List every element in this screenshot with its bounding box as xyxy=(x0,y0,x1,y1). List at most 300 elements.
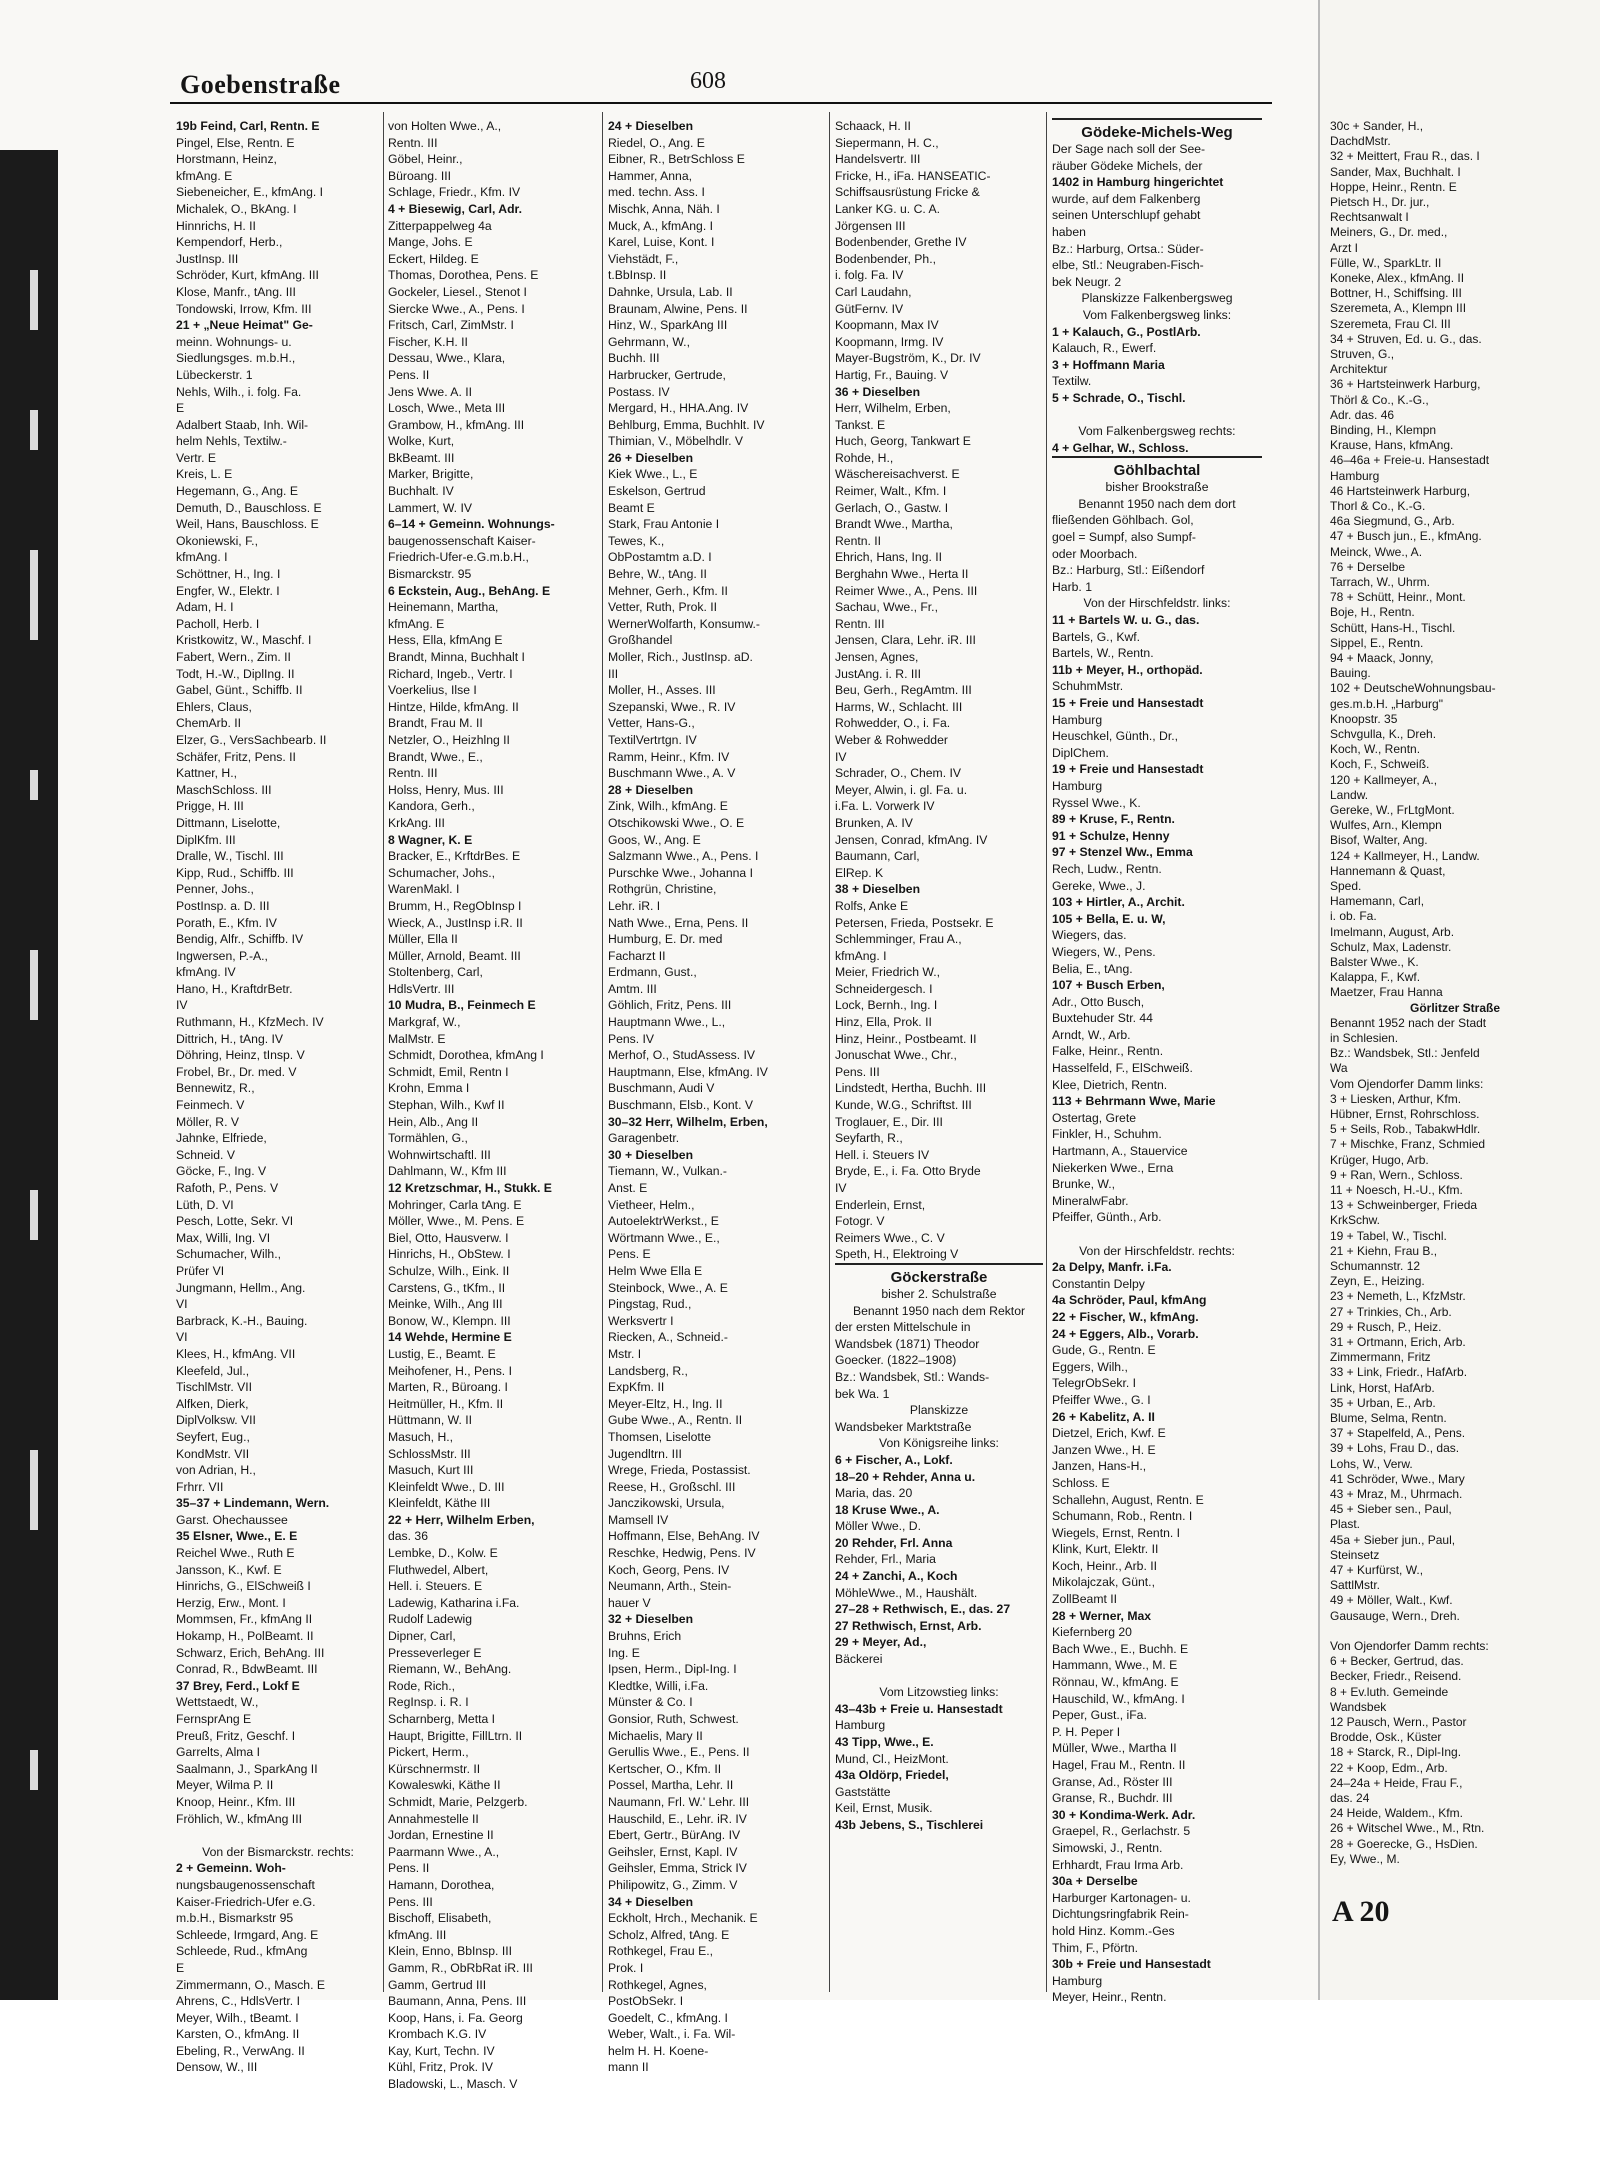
directory-entry: Ruthmann, H., KfzMech. IV xyxy=(176,1015,324,1030)
directory-entry: Markgraf, W., xyxy=(388,1015,461,1030)
directory-entry: Kristkowitz, W., Maschf. I xyxy=(176,633,312,648)
directory-entry: WernerWolfarth, Konsumw.- xyxy=(608,616,760,631)
directory-entry: 39 + Lohs, Frau D., das. xyxy=(1330,1441,1460,1456)
directory-entry: Kledtke, Willi, i.Fa. xyxy=(608,1678,709,1693)
directory-entry: Bz.: Harburg, Ortsa.: Süder- xyxy=(1052,241,1204,256)
directory-entry: 91 + Schulze, Henny xyxy=(1052,828,1170,843)
directory-entry: P. H. Peper I xyxy=(1052,1724,1121,1739)
directory-entry: 27 + Trinkies, Ch., Arb. xyxy=(1330,1304,1452,1319)
column-rule xyxy=(1046,112,1047,1992)
directory-entry: 4a Schröder, Paul, kfmAng xyxy=(1052,1293,1207,1308)
directory-entry: Struven, G., xyxy=(1330,347,1395,361)
directory-entry: Fotogr. V xyxy=(835,1214,885,1229)
directory-entry: Lehr. iR. I xyxy=(608,898,661,913)
directory-entry: Vom Falkenbergsweg links: xyxy=(1082,307,1232,322)
directory-entry: 28 + Goerecke, G., HsDien. xyxy=(1330,1836,1478,1851)
directory-entry: Bennewitz, R., xyxy=(176,1081,255,1096)
directory-entry: Wiegers, W., Pens. xyxy=(1052,944,1156,959)
directory-entry: Kühl, Fritz, Prok. IV xyxy=(388,2060,493,2075)
running-head-street: Goebenstraße xyxy=(180,70,341,99)
directory-entry: 49 + Möller, Walt., Kwf. xyxy=(1330,1593,1453,1608)
directory-entry: Wäschereisachverst. E xyxy=(835,467,960,482)
directory-entry: Muck, A., kfmAng. I xyxy=(608,218,713,233)
directory-entry: TextilVertrtgn. IV xyxy=(608,732,697,747)
directory-entry: 24 + Eggers, Alb., Vorarb. xyxy=(1052,1326,1199,1341)
directory-entry: Dessau, Wwe., Klara, xyxy=(388,351,506,366)
directory-entry: Haupt, Brigitte, FillLtrn. II xyxy=(388,1728,523,1743)
directory-entry: Brandt, Minna, Buchhalt I xyxy=(388,650,525,664)
directory-entry: Jugendltrn. III xyxy=(608,1446,682,1461)
column-rule xyxy=(383,112,384,1992)
directory-entry: Okoniewski, F., xyxy=(176,533,258,548)
directory-entry: Demuth, D., Bauschloss. E xyxy=(176,500,322,515)
directory-entry: Kandora, Gerh., xyxy=(388,799,475,814)
directory-entry: t.BbInsp. II xyxy=(608,268,667,283)
directory-entry: bek Wa. 1 xyxy=(835,1386,890,1401)
directory-entry: Carl Laudahn, xyxy=(835,284,912,299)
directory-entry: Lübeckerstr. 1 xyxy=(176,367,253,382)
street-section-title: Görlitzer Straße xyxy=(1409,1000,1501,1015)
directory-entry: Fluthwedel, Albert, xyxy=(388,1562,489,1577)
directory-entry: Von der Bismarckstr. rechts: xyxy=(202,1844,354,1859)
directory-entry: Jensen, Clara, Lehr. iR. III xyxy=(835,633,976,648)
directory-entry: 47 + Busch jun., E., kfmAng. xyxy=(1330,529,1482,544)
directory-entry: 6 + Becker, Gertrud, das. xyxy=(1330,1654,1464,1669)
directory-entry: Masuch, H., xyxy=(388,1429,454,1444)
directory-entry: Jungmann, Hellm., Ang. xyxy=(176,1280,306,1295)
directory-entry: Pens. IV xyxy=(608,1031,655,1046)
directory-entry: Landsberg, R., xyxy=(608,1363,688,1378)
directory-entry: Speth, H., Elektroing V xyxy=(835,1247,959,1262)
directory-entry: 24 Heide, Waldem., Kfm. xyxy=(1330,1806,1463,1821)
directory-entry: Nehls, Wilh., i. folg. Fa. xyxy=(176,384,302,399)
directory-entry: Lohs, W., Verw. xyxy=(1330,1456,1413,1471)
directory-entry: Ingwersen, P.-A., xyxy=(176,948,268,963)
directory-entry: Garagenbetr. xyxy=(608,1131,680,1146)
directory-entry: 103 + Hirtler, A., Archit. xyxy=(1052,895,1185,910)
directory-entry: Kleinfeldt Wwe., D. III xyxy=(388,1479,505,1494)
directory-entry xyxy=(1052,407,1262,424)
directory-entry: Goecker. (1822–1908) xyxy=(835,1353,957,1368)
directory-entry: elbe, Stl.: Neugraben-Fisch- xyxy=(1052,258,1204,273)
directory-entry: VI xyxy=(176,1297,188,1312)
directory-entry: 43 + Mraz, M., Uhrmach. xyxy=(1330,1487,1463,1501)
directory-entry: Planskizze xyxy=(909,1403,969,1418)
directory-entry: Bracker, E., KrftdrBes. E xyxy=(388,849,521,864)
directory-entry: Wettstaedt, W., xyxy=(176,1695,259,1710)
directory-entry: Jörgensen III xyxy=(835,218,906,233)
directory-entry: Rentn. III xyxy=(388,135,438,150)
directory-entry: Rothkegel, Agnes, xyxy=(608,1977,707,1992)
directory-entry: Bonow, W., Klempn. III xyxy=(388,1313,511,1328)
directory-entry: Thorl & Co., K.-G. xyxy=(1330,499,1426,513)
directory-entry: Vertr. E xyxy=(176,450,216,465)
directory-entry: Klose, Manfr., tAng. III xyxy=(176,284,296,299)
directory-entry: Heuschkel, Günth., Dr., xyxy=(1052,729,1178,744)
directory-entry: hauer V xyxy=(608,1595,651,1610)
directory-entry: Ey, Wwe., M. xyxy=(1330,1851,1400,1866)
directory-entry: 37 Brey, Ferd., Lokf E xyxy=(176,1678,300,1693)
directory-entry: Klee, Dietrich, Rentn. xyxy=(1052,1077,1168,1092)
directory-entry: Preuß, Fritz, Geschf. I xyxy=(176,1728,296,1743)
directory-entry: 120 + Kallmeyer, A., xyxy=(1330,772,1438,787)
directory-entry: Großhandel xyxy=(608,633,673,648)
directory-entry: III xyxy=(608,666,619,681)
directory-entry: 1402 in Hamburg hingerichtet xyxy=(1052,175,1224,190)
directory-entry: 94 + Maack, Jonny, xyxy=(1330,651,1434,665)
directory-entry: Herr, Wilhelm, Erben, xyxy=(835,401,951,416)
directory-entry: 43 Tipp, Wwe., E. xyxy=(835,1735,934,1749)
directory-entry: Maria, das. 20 xyxy=(835,1486,913,1501)
directory-entry: KrkAng. III xyxy=(388,815,445,830)
directory-entry: Szepanski, Wwe., R. IV xyxy=(608,699,736,714)
directory-entry: Siebeneicher, E., kfmAng. I xyxy=(176,185,324,200)
directory-entry: Wulfes, Arn., Klempn xyxy=(1330,818,1442,833)
directory-entry: Pens. E xyxy=(608,1247,651,1262)
directory-entry: 113 + Behrmann Wwe, Marie xyxy=(1052,1094,1216,1109)
directory-entry: Hamburg xyxy=(1052,712,1103,727)
directory-entry: TischlMstr. VII xyxy=(176,1380,253,1395)
directory-entry: 26 + Kabelitz, A. II xyxy=(1052,1409,1155,1424)
directory-entry: Hoppe, Heinr., Rentn. E xyxy=(1330,179,1457,194)
binding-edge xyxy=(0,150,58,2000)
directory-entry: Meier, Friedrich W., xyxy=(835,965,940,980)
directory-entry: WarenMakl. I xyxy=(388,882,460,897)
directory-entry: Göbel, Heinr., xyxy=(388,152,463,167)
directory-entry: TelegrObSekr. I xyxy=(1052,1376,1136,1391)
directory-entry: Mergard, H., HHA.Ang. IV xyxy=(608,401,749,416)
directory-entry: Mund, Cl., HeizMont. xyxy=(835,1751,949,1766)
directory-entry: Postass. IV xyxy=(608,384,670,399)
directory-entry: Döhring, Heinz, tInsp. V xyxy=(176,1048,305,1063)
directory-entry: Pens. III xyxy=(388,1894,433,1909)
directory-entry: 23 + Nemeth, L., KfzMstr. xyxy=(1330,1289,1466,1304)
directory-entry: Harburger Kartonagen- u. xyxy=(1052,1890,1191,1905)
directory-entry: Buchhalt. IV xyxy=(388,484,454,499)
directory-entry: Schütt, Hans-H., Tischl. xyxy=(1330,620,1456,635)
directory-entry: Mommsen, Fr., kfmAng II xyxy=(176,1612,313,1627)
directory-entry: Vom Ojendorfer Damm links: xyxy=(1330,1076,1484,1091)
directory-entry: Netzler, O., Heizhlng II xyxy=(388,732,510,747)
directory-entry: Vetter, Ruth, Prok. II xyxy=(608,600,718,615)
directory-entry: Schröder, Kurt, kfmAng. III xyxy=(176,268,319,283)
directory-entry: nungsbaugenossenschaft xyxy=(176,1877,315,1892)
directory-entry: 46a Siegmund, G., Arb. xyxy=(1330,514,1455,529)
directory-entry: Hinz, Heinr., Postbeamt. II xyxy=(835,1031,977,1046)
directory-entry: Lock, Bernh., Ing. I xyxy=(835,998,938,1013)
directory-entry: DiplVolksw. VII xyxy=(176,1413,256,1428)
directory-entry: 10 Mudra, B., Feinmech E xyxy=(388,998,536,1013)
directory-entry: Rothgrün, Christine, xyxy=(608,882,717,897)
directory-entry: Möller Wwe., D. xyxy=(835,1519,921,1534)
directory-entry: Simowski, J., Rentn. xyxy=(1052,1840,1163,1855)
directory-entry: Kowaleswki, Käthe II xyxy=(388,1778,501,1793)
directory-entry: 89 + Kruse, F., Rentn. xyxy=(1052,812,1175,827)
directory-entry: der ersten Mittelschule in xyxy=(835,1320,971,1335)
directory-entry: Schumacher, Johs., xyxy=(388,865,496,880)
directory-entry: kfmAng. I xyxy=(835,948,887,963)
directory-entry: Neumann, Arth., Stein- xyxy=(608,1579,732,1594)
directory-entry: helm Nehls, Textilw.- xyxy=(176,434,287,449)
directory-entry: DachdMstr. xyxy=(1330,134,1391,149)
directory-entry: HdlsVertr. III xyxy=(388,981,455,996)
directory-entry: Meyer, Wilh., tBeamt. I xyxy=(176,2010,299,2025)
directory-entry: 5 + Seils, Rob., TabakwHdlr. xyxy=(1330,1122,1481,1137)
directory-entry: 21 + Kiehn, Frau B., xyxy=(1330,1243,1438,1258)
directory-entry: Hammann, Wwe., M. E xyxy=(1052,1658,1178,1673)
directory-entry: Architektur xyxy=(1330,362,1388,377)
directory-entry: Brandt Wwe., Martha, xyxy=(835,517,953,532)
directory-entry: 45a + Sieber jun., Paul, xyxy=(1330,1532,1456,1547)
directory-entry: Fritsch, Carl, ZimMstr. I xyxy=(388,318,514,333)
directory-entry: Gonsior, Ruth, Schwest. xyxy=(608,1712,739,1726)
directory-entry: 6 + Fischer, A., Lokf. xyxy=(835,1452,953,1467)
directory-entry: Stark, Frau Antonie I xyxy=(608,517,720,532)
directory-entry: Koch, Georg, Pens. IV xyxy=(608,1562,730,1577)
directory-entry: Schöttner, H., Ing. I xyxy=(176,567,281,582)
directory-entry: Ryssel Wwe., K. xyxy=(1052,795,1141,810)
directory-entry: DiplChem. xyxy=(1052,745,1109,760)
directory-entry: Schumann, Rob., Rentn. I xyxy=(1052,1509,1193,1524)
directory-entry: kfmAng. E xyxy=(388,616,445,631)
directory-entry: Grambow, H., kfmAng. III xyxy=(388,417,525,432)
directory-entry: 4 + Gelhar, W., Schloss. xyxy=(1052,440,1189,455)
directory-entry: 30b + Freie und Hansestadt xyxy=(1052,1957,1211,1972)
directory-entry: SattlMstr. xyxy=(1330,1578,1381,1593)
directory-entry: Klein, Enno, BbInsp. III xyxy=(388,1944,512,1959)
directory-entry: Von Königsreihe links: xyxy=(879,1436,999,1451)
directory-entry: Kiek Wwe., L., E xyxy=(608,467,698,482)
directory-entry: Handelsvertr. III xyxy=(835,152,921,167)
directory-entry: 11b + Meyer, H., orthopäd. xyxy=(1052,662,1203,677)
directory-entry: 2a Delpy, Manfr. i.Fa. xyxy=(1052,1260,1172,1275)
directory-entry: Lanker KG. u. C. A. xyxy=(835,201,940,216)
directory-entry: Riecken, A., Schneid.- xyxy=(608,1330,728,1345)
directory-entry: Meyer, Alwin, i. gl. Fa. u. xyxy=(835,782,968,797)
directory-entry: Rafoth, P., Pens. V xyxy=(176,1181,279,1195)
directory-entry: Masuch, Kurt III xyxy=(388,1463,474,1478)
directory-entry: 41 Schröder, Wwe., Mary xyxy=(1330,1471,1465,1486)
directory-entry: Humburg, E. Dr. med xyxy=(608,932,723,947)
directory-entry: Szeremeta, Frau Cl. III xyxy=(1330,316,1451,331)
directory-entry: Lembke, D., Kolw. E xyxy=(388,1546,498,1561)
directory-entry: 30a + Derselbe xyxy=(1052,1874,1138,1889)
directory-entry: Rolfs, Anke E xyxy=(835,898,909,913)
directory-entry: Erhhardt, Frau Irma Arb. xyxy=(1052,1857,1184,1872)
directory-entry: Bendig, Alfr., Schiffb. IV xyxy=(176,932,304,947)
directory-entry: ElRep. K xyxy=(835,865,884,880)
directory-entry: helm H. H. Koene- xyxy=(608,2043,709,2058)
directory-entry: Adalbert Staab, Inh. Wil- xyxy=(176,417,309,432)
directory-entry: GütFernv. IV xyxy=(835,301,904,316)
directory-entry: Müller, Wwe., Martha II xyxy=(1052,1741,1177,1756)
directory-entry: 14 Wehde, Hermine E xyxy=(388,1330,512,1345)
directory-entry: Kipp, Rud., Schiffb. III xyxy=(176,865,294,880)
directory-entry: Goedelt, C., kfmAng. I xyxy=(608,2010,728,2025)
directory-entry: Annahmestelle II xyxy=(388,1811,479,1826)
directory-entry: Lustig, E., Beamt. E xyxy=(388,1346,496,1361)
directory-entry: Mohringer, Carla tAng. E xyxy=(388,1197,522,1212)
directory-entry: i. ob. Fa. xyxy=(1330,909,1377,924)
directory-entry: Gamm, Gertrud III xyxy=(388,1977,487,1992)
directory-entry: Carstens, G., tKfm., II xyxy=(388,1280,506,1295)
directory-entry: Boje, H., Rentn. xyxy=(1330,605,1415,620)
directory-entry: Heinemann, Martha, xyxy=(388,600,499,615)
directory-entry: Kleefeld, Jul., xyxy=(176,1363,250,1378)
directory-entry: Facharzt II xyxy=(608,948,666,963)
directory-entry: Schneidergesch. I xyxy=(835,981,933,996)
directory-entry: Schmidt, Marie, Pelzgerb. xyxy=(388,1794,528,1809)
directory-entry: Tiemann, W., Vulkan.- xyxy=(608,1164,727,1179)
directory-entry: Jansson, K., Kwf. E xyxy=(176,1562,282,1577)
directory-entry: 18–20 + Rehder, Anna u. xyxy=(835,1469,976,1484)
directory-entry: Thomsen, Liselotte xyxy=(608,1429,711,1444)
directory-entry: Schleede, Irmgard, Ang. E xyxy=(176,1927,319,1942)
directory-entry: wurde, auf dem Falkenberg xyxy=(1052,191,1201,206)
directory-entry: Berghahn Wwe., Herta II xyxy=(835,567,969,582)
directory-entry: Schumacher, Wilh., xyxy=(176,1247,281,1262)
directory-entry: Brandt, Frau M. II xyxy=(388,716,483,731)
directory-entry: Hinrichs, G., ElSchweiß I xyxy=(176,1579,311,1594)
directory-entry: Eggers, Wilh., xyxy=(1052,1359,1128,1374)
directory-entry: Der Sage nach soll der See- xyxy=(1052,142,1206,156)
directory-entry: AutoelektrWerkst., E xyxy=(608,1214,719,1229)
directory-entry: kfmAng. E xyxy=(176,168,233,183)
directory-entry: BkBeamt. III xyxy=(388,450,455,465)
directory-entry: Granse, R., Buchdr. III xyxy=(1052,1791,1173,1806)
directory-entry: Karsten, O., kfmAng. II xyxy=(176,2027,300,2042)
directory-entry: Meyer-Eltz, H., Ing. II xyxy=(608,1396,723,1411)
directory-entry: Koch, Heinr., Arb. II xyxy=(1052,1558,1157,1573)
page-stamp: A 20 xyxy=(1332,1895,1390,1928)
directory-entry: Klees, H., kfmAng. VII xyxy=(176,1346,296,1361)
directory-entry: 22 + Koop, Edm., Arb. xyxy=(1330,1760,1448,1775)
directory-entry: Brodde, Osk., Küster xyxy=(1330,1730,1442,1745)
directory-entry: Kalappa, F., Kwf. xyxy=(1330,970,1421,985)
directory-entry: Steinbock, Wwe., A. E xyxy=(608,1280,728,1295)
directory-entry: Link, Horst, HafArb. xyxy=(1330,1380,1435,1395)
directory-entry: Viehstädt, F., xyxy=(608,251,679,266)
directory-entry xyxy=(1052,1226,1262,1243)
directory-entry: Zink, Wilh., kfmAng. E xyxy=(608,799,728,814)
directory-entry: Hell. i. Steuers IV xyxy=(835,1147,930,1162)
directory-entry: Schumannstr. 12 xyxy=(1330,1259,1421,1273)
directory-entry: Krombach K.G. IV xyxy=(388,2027,487,2042)
directory-column-2 xyxy=(388,118,598,2093)
directory-entry: Bisof, Walter, Ang. xyxy=(1330,833,1428,848)
directory-entry: Merhof, O., StudAssess. IV xyxy=(608,1048,755,1063)
directory-entry: Rohde, H., xyxy=(835,450,894,465)
directory-entry: Buxtehuder Str. 44 xyxy=(1052,1011,1153,1026)
directory-entry: Marten, R., Büroang. I xyxy=(388,1380,508,1395)
directory-entry: das. 24 xyxy=(1330,1791,1370,1805)
directory-entry: Wörtmann Wwe., E., xyxy=(608,1230,720,1245)
directory-entry: Bartels, W., Rentn. xyxy=(1052,646,1154,661)
directory-entry: Wolke, Kurt, xyxy=(388,434,455,449)
directory-entry: Janzen Wwe., H. E xyxy=(1052,1442,1156,1457)
directory-entry: Wrege, Frieda, Postassist. xyxy=(608,1463,751,1478)
directory-entry: goel = Sumpf, also Sumpf- xyxy=(1052,530,1196,545)
directory-entry: Belia, E., tAng. xyxy=(1052,961,1133,976)
directory-entry: 6–14 + Gemeinn. Wohnungs- xyxy=(388,517,555,532)
directory-entry: Feinmech. V xyxy=(176,1098,245,1113)
directory-entry: Hannemann & Quast, xyxy=(1330,863,1446,878)
directory-entry: Gehrmann, W., xyxy=(608,334,690,349)
directory-entry: Penner, Johs., xyxy=(176,882,254,897)
directory-entry: Gausauge, Wern., Dreh. xyxy=(1330,1608,1460,1623)
directory-entry: Eckholt, Hrch., Mechanik. E xyxy=(608,1911,758,1926)
directory-entry: 30 + Kondima-Werk. Adr. xyxy=(1052,1807,1196,1822)
directory-entry: Schulz, Max, Ladenstr. xyxy=(1330,939,1452,954)
directory-entry: Huch, Georg, Tankwart E xyxy=(835,434,971,449)
directory-entry: Bz.: Wandsbek, Stl.: Jenfeld xyxy=(1330,1046,1480,1061)
directory-entry: Adr., Otto Busch, xyxy=(1052,994,1145,1009)
directory-entry: Biel, Otto, Hausverw. I xyxy=(388,1230,509,1245)
directory-entry: 36 + Hartsteinwerk Harburg, xyxy=(1330,377,1481,392)
directory-entry: Gerlach, O., Gastw. I xyxy=(835,500,949,515)
directory-entry: Jahnke, Elfriede, xyxy=(176,1131,267,1146)
directory-entry: Planskizze Falkenbergsweg xyxy=(1081,291,1233,306)
directory-entry: PostInsp. a. D. III xyxy=(176,898,270,913)
directory-entry: Hauptmann Wwe., L., xyxy=(608,1015,726,1030)
directory-entry: Werksvertr I xyxy=(608,1313,674,1328)
directory-entry: KondMstr. VII xyxy=(176,1446,250,1461)
directory-entry: Hokamp, H., PolBeamt. II xyxy=(176,1629,314,1644)
directory-entry: Dahlmann, W., Kfm III xyxy=(388,1164,507,1179)
directory-entry: Kalauch, R., Ewerf. xyxy=(1052,341,1157,356)
directory-entry: Hano, H., KraftdrBetr. xyxy=(176,981,293,996)
directory-entry: Nath Wwe., Erna, Pens. II xyxy=(608,915,749,930)
directory-entry: Wandsbeker Marktstraße xyxy=(835,1419,972,1434)
directory-entry: Fülle, W., SparkLtr. II xyxy=(1330,255,1442,270)
directory-entry: 33 + Link, Friedr., HafArb. xyxy=(1330,1365,1468,1380)
directory-entry: Graepel, R., Gerlachstr. 5 xyxy=(1052,1824,1191,1839)
directory-entry: Jordan, Ernestine II xyxy=(388,1828,494,1843)
directory-entry: JustInsp. III xyxy=(176,251,239,266)
directory-entry: Garrelts, Alma I xyxy=(176,1745,260,1760)
directory-entry: 31 + Ortmann, Erich, Arb. xyxy=(1330,1335,1466,1349)
directory-entry: Von Ojendorfer Damm rechts: xyxy=(1330,1639,1489,1653)
directory-entry: Dichtungsringfabrik Rein- xyxy=(1052,1907,1189,1922)
directory-entry: Ehrich, Hans, Ing. II xyxy=(835,550,943,565)
directory-entry: Geihsler, Ernst, Kapl. IV xyxy=(608,1844,738,1859)
directory-entry: Scharnberg, Metta I xyxy=(388,1712,496,1726)
directory-entry: Vom Litzowstieg links: xyxy=(879,1685,999,1700)
directory-entry: Troglauer, E., Dir. III xyxy=(835,1114,943,1129)
directory-entry: Ebeling, R., VerwAng. II xyxy=(176,2043,305,2058)
directory-entry: 1 + Kalauch, G., PostlArb. xyxy=(1052,324,1201,339)
directory-entry: Schiffsausrüstung Fricke & xyxy=(835,185,980,200)
directory-entry: Granse, Ad., Röster III xyxy=(1052,1774,1173,1789)
directory-entry: Tewes, K., xyxy=(608,533,665,548)
directory-entry: Bruhns, Erich xyxy=(608,1629,682,1644)
directory-entry: 32 + Meittert, Frau R., das. I xyxy=(1330,149,1480,164)
directory-entry: Hegemann, G., Ang. E xyxy=(176,484,298,499)
directory-entry: Frobel, Br., Dr. med. V xyxy=(176,1064,297,1079)
directory-entry: von Holten Wwe., A., xyxy=(388,119,502,133)
directory-entry: MaschSchloss. III xyxy=(176,782,272,797)
directory-entry: bisher Brookstraße xyxy=(1105,480,1209,495)
directory-entry: 46–46a + Freie-u. Hansestadt xyxy=(1330,453,1490,468)
directory-entry: Zimmermann, Fritz xyxy=(1330,1350,1431,1365)
directory-entry: Arndt, W., Arb. xyxy=(1052,1027,1131,1042)
directory-entry: Rothkegel, Frau E., xyxy=(608,1944,713,1959)
directory-entry: Vietheer, Helm., xyxy=(608,1197,695,1212)
directory-entry: Bauing. xyxy=(1330,666,1371,681)
directory-entry: Sippel, E., Rentn. xyxy=(1330,635,1424,650)
directory-entry: Jensen, Agnes, xyxy=(835,650,919,664)
directory-entry: Pfeiffer, Günth., Arb. xyxy=(1052,1210,1162,1225)
